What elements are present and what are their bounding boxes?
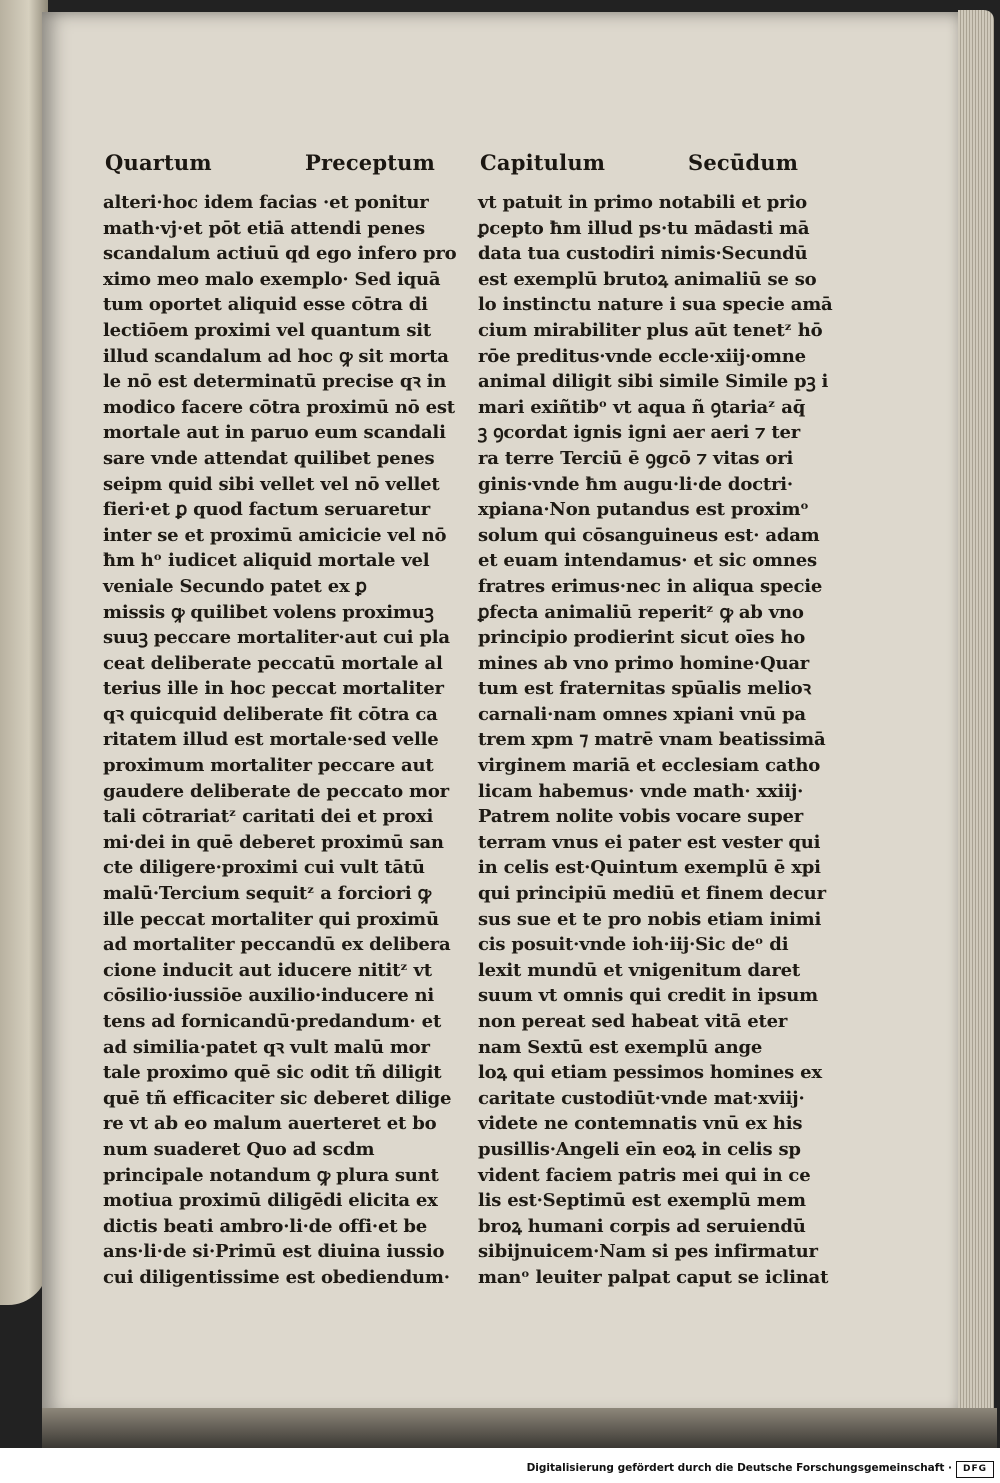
text-line: mi·dei in quē deberet proximū san — [103, 831, 444, 853]
running-head-left-1: Quartum — [105, 150, 212, 175]
text-line: cui diligentissime est obediendum· — [103, 1266, 450, 1288]
text-line: mari exiñtibᵒ vt aqua ñ ꝯtariaᶻ aq̄ — [478, 396, 806, 418]
text-line: sus sue et te pro nobis etiam inimi — [478, 908, 822, 930]
text-line: lexit mundū et vnigenitum daret — [478, 959, 800, 981]
text-line: qui principiū mediū et finem decur — [478, 883, 826, 905]
text-line: illud scandalum ad hoc ꝙ sit morta — [103, 345, 449, 367]
text-line: ille peccat mortaliter qui proximū — [103, 908, 439, 930]
text-line: ans·li·de si·Primū est diuina iussio — [103, 1241, 445, 1263]
text-line: suum vt omnis qui credit in ipsum — [478, 985, 818, 1007]
text-line: terram vnus ei pater est vester qui — [478, 831, 821, 853]
text-line: scandalum actiuū qd ego infero pro — [103, 243, 457, 265]
text-line: vident faciem patris mei qui in ce — [478, 1164, 811, 1186]
text-line: tale proximo quē sic odit tñ diligit — [103, 1062, 442, 1084]
text-line: vt patuit in primo notabili et prio — [478, 192, 807, 213]
text-line: principale notandum ꝙ plura sunt — [103, 1164, 439, 1186]
text-line: broꝝ humani corpis ad seruiendū — [478, 1215, 806, 1237]
text-line: inter se et proximū amicicie vel nō — [103, 524, 447, 546]
funding-notice: Digitalisierung gefördert durch die Deutsche Forschungsgemeinschaft · — [526, 1462, 952, 1474]
text-line: in celis est·Quintum exemplū ē xpi — [478, 857, 821, 879]
text-line: terius ille in hoc peccat mortaliter — [103, 678, 444, 700]
text-line: tali cōtrariatᶻ caritati dei et proxi — [103, 806, 434, 828]
text-line: xpiana·Non putandus est proximᵒ — [478, 499, 809, 521]
text-line: tum oportet aliquid esse cōtra di — [103, 294, 428, 316]
text-line: principio prodierint sicut oīes ho — [478, 627, 806, 649]
running-head-left-2: Preceptum — [305, 150, 436, 175]
text-line: alteri·hoc idem facias ·et ponitur — [103, 192, 429, 213]
text-line: qꝛ quicquid deliberate fit cōtra ca — [103, 703, 438, 725]
text-line: est exemplū brutoꝝ animaliū se so — [478, 268, 817, 290]
text-line: proximum mortaliter peccare aut — [103, 755, 434, 777]
text-line: ceat deliberate peccatū mortale al — [103, 652, 443, 674]
text-line: ꝑcepto ħm illud ps·tu mādasti mā — [478, 217, 810, 239]
text-line: malū·Tercium sequitᶻ a forciori ꝙ — [103, 883, 431, 905]
text-column-right — [478, 190, 833, 1291]
text-line: le nō est determinatū precise qꝛ in — [103, 371, 447, 393]
text-line: ra terre Terciū ē ꝯgcō ⁊ vitas ori — [478, 447, 794, 469]
text-line: num suaderet Quo ad scdm — [103, 1138, 375, 1160]
text-line: ginis·vnde ħm augu·li·de doctri· — [478, 473, 793, 495]
text-line: non pereat sed habeat vitā eter — [478, 1011, 788, 1032]
facing-page-edge — [0, 0, 48, 1305]
text-line: mines ab vno primo homine·Quar — [478, 652, 810, 674]
text-line: rōe preditus·vnde eccle·xiij·omne — [478, 345, 806, 367]
text-line: lo instinctu nature i sua specie amā — [478, 294, 833, 316]
text-line: math·vj·et pōt etiā attendi penes — [103, 217, 425, 239]
text-line: animal diligit sibi simile Simile pꝫ i — [478, 371, 829, 393]
dfg-logo: DFG — [956, 1461, 994, 1478]
text-line: fratres erimus·nec in aliqua specie — [478, 575, 823, 597]
running-head-right-2: Secūdum — [688, 150, 799, 175]
text-line: ximo meo malo exemplo· Sed iquā — [103, 268, 441, 290]
text-line: cis posuit·vnde ioh·iij·Sic deᵒ di — [478, 934, 789, 956]
page-block-edges — [958, 10, 994, 1420]
book-bottom-shadow — [42, 1408, 997, 1448]
text-line: modico facere cōtra proximū nō est — [103, 396, 455, 418]
text-line: lectiōem proximi vel quantum sit — [103, 319, 432, 341]
text-line: ritatem illud est mortale·sed velle — [103, 729, 439, 751]
text-line: caritate custodiūt·vnde mat·xviij· — [478, 1087, 805, 1109]
text-line: gaudere deliberate de peccato mor — [103, 780, 449, 802]
text-line: quē tñ efficaciter sic deberet dilige — [103, 1087, 452, 1109]
text-line: cione inducit aut iducere nititᶻ vt — [103, 959, 432, 981]
text-line: videte ne contemnatis vnū ex his — [478, 1113, 803, 1135]
text-line: ħm hᵒ iudicet aliquid mortale vel — [103, 550, 430, 572]
text-line: ꝑfecta animaliū reperitᶻ ꝙ ab vno — [478, 601, 804, 623]
text-line: re vt ab eo malum auerteret et bo — [103, 1113, 437, 1135]
text-line: tum est fraternitas spūalis melioꝛ — [478, 678, 811, 700]
text-line: manᵒ leuiter palpat caput se iclinat — [478, 1266, 829, 1288]
text-line: pusillis·Angeli eīn eoꝝ in celis sp — [478, 1138, 801, 1160]
text-line: Patrem nolite vobis vocare super — [478, 806, 804, 828]
text-line: cium mirabiliter plus aūt tenetᶻ hō — [478, 319, 823, 341]
text-line: licam habemus· vnde math· xxiij· — [478, 780, 804, 802]
text-line: trem xpm ⁊ matrē vnam beatissimā — [478, 729, 826, 751]
text-column-left — [103, 190, 457, 1291]
text-line: tens ad fornicandū·predandum· et — [103, 1011, 442, 1032]
running-head-right-1: Capitulum — [480, 150, 606, 175]
text-line: et euam intendamus· et sic omnes — [478, 550, 817, 572]
text-line: nam Sextū est exemplū ange — [478, 1036, 763, 1058]
text-line: cōsilio·iussiōe auxilio·inducere ni — [103, 985, 435, 1007]
text-line: missis ꝙ quilibet volens proximuꝫ — [103, 601, 434, 623]
text-line: sare vnde attendat quilibet penes — [103, 447, 435, 469]
text-line: motiua proximū diligēdi elicita ex — [103, 1190, 438, 1212]
text-line: dictis beati ambro·li·de offi·et be — [103, 1215, 428, 1237]
text-line: lis est·Septimū est exemplū mem — [478, 1190, 806, 1212]
text-line: carnali·nam omnes xpiani vnū pa — [478, 703, 806, 725]
text-line: solum qui cōsanguineus est· adam — [478, 524, 820, 546]
text-line: ꝫ ꝯcordat ignis igni aer aeri ⁊ ter — [478, 422, 801, 444]
text-line: virginem mariā et ecclesiam catho — [478, 755, 821, 777]
text-line: data tua custodiri nimis·Secundū — [478, 243, 808, 265]
text-line: mortale aut in paruo eum scandali — [103, 422, 446, 444]
text-line: veniale Secundo patet ex ꝑ — [103, 575, 367, 597]
text-line: seipm quid sibi vellet vel nō vellet — [103, 473, 440, 495]
text-line: loꝝ qui etiam pessimos homines ex — [478, 1062, 822, 1084]
text-line: ad mortaliter peccandū ex delibera — [103, 934, 451, 956]
text-line: cte diligere·proximi cui vult tātū — [103, 857, 425, 879]
text-line: ad similia·patet qꝛ vult malū mor — [103, 1036, 430, 1058]
text-line: suuꝫ peccare mortaliter·aut cui pla — [103, 627, 450, 649]
text-line: sibijnuicem·Nam si pes infirmatur — [478, 1241, 818, 1263]
text-line: fieri·et ꝑ quod factum seruaretur — [103, 499, 430, 521]
